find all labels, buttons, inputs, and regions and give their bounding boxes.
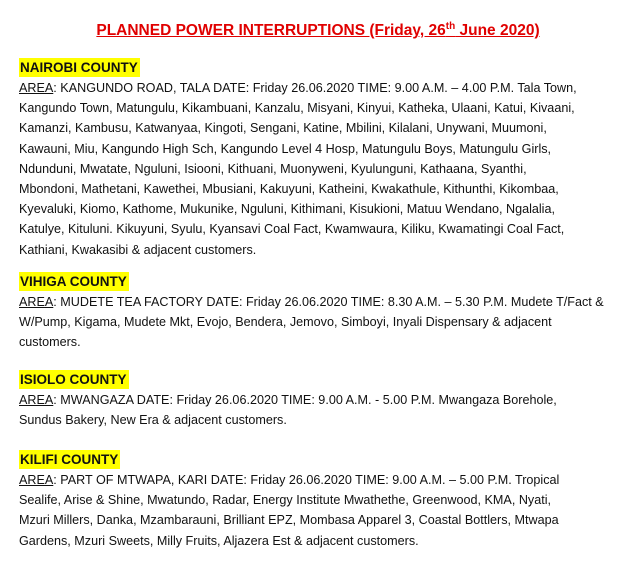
section-body — [19, 470, 629, 551]
area-line-text: : MUDETE TEA FACTORY DATE: Friday 26.06.2020 TIME: 8.30 A.M. – 5.30 P.M. Mudete T/Fact & — [53, 295, 604, 309]
body-line: Katulye, Kituluni. Kikuyuni, Syulu, Kyansavi Coal Fact, Kwamwaura, Kiliku, Kwamatingi Coal Fact, — [19, 222, 565, 237]
page-title — [0, 21, 636, 41]
area-line-text: : PART OF MTWAPA, KARI DATE: Friday 26.06.2020 TIME: 9.00 A.M. – 5.00 P.M. Tropical — [53, 473, 560, 487]
body-line: Kathiani, Kwakasibi & adjacent customers. — [19, 242, 257, 257]
section-body — [19, 390, 629, 430]
body-line — [19, 292, 629, 312]
county-heading: ISIOLO COUNTY — [20, 372, 127, 387]
body-line: Ndunduni, Mwatate, Nguluni, Isiooni, Kithuani, Muonyweni, Kyulunguni, Kathaana, Syanthi, — [19, 161, 527, 176]
body-line: Kyevaluki, Kiomo, Kathome, Mukunike, Nguluni, Kithimani, Kisukioni, Matuu Wendano, Ngalalia, — [19, 202, 555, 217]
area-line-text: : KANGUNDO ROAD, TALA DATE: Friday 26.06.2020 TIME: 9.00 A.M. – 4.00 P.M. Tala Town, — [53, 81, 577, 95]
body-line: Kamanzi, Kambusu, Katwanyaa, Kingoti, Sengani, Katine, Mbilini, Kilalani, Unywani, Muumoni, — [19, 121, 547, 136]
area-line-text: : MWANGAZA DATE: Friday 26.06.2020 TIME: 9.00 A.M. - 5.00 P.M. Mwangaza Borehole, — [53, 393, 557, 407]
section-body — [19, 78, 629, 260]
body-line: Mbondoni, Mathetani, Kawethei, Mbusiani, Kakuyuni, Katheini, Kwakathule, Kithunthi, Kikombaa, — [19, 182, 559, 197]
body-line: customers. — [19, 335, 81, 350]
body-line: Sundus Bakery, New Era & adjacent customers. — [19, 413, 287, 428]
section-vihiga — [19, 272, 629, 353]
area-label: AREA — [19, 81, 54, 95]
title-superscript: th — [445, 21, 456, 32]
body-line: W/Pump, Kigama, Mudete Mkt, Evojo, Bendera, Jemovo, Simboyi, Inyali Dispensary & adjacent — [19, 315, 552, 330]
body-line: Sealife, Arise & Shine, Mwatundo, Radar, Energy Institute Mwathethe, Greenwood, KMA, Nyati, — [19, 493, 552, 508]
county-heading: KILIFI COUNTY — [20, 452, 119, 467]
body-line: Mzuri Millers, Danka, Mzambarauni, Brilliant EPZ, Mombasa Apparel 3, Coastal Bottlers, Mtwapa — [19, 513, 559, 528]
area-label: AREA — [19, 473, 54, 487]
area-label: AREA — [19, 295, 54, 309]
county-heading: NAIROBI COUNTY — [20, 60, 138, 75]
body-line: Kangundo Town, Matungulu, Kikambuani, Kanzalu, Misyani, Kinyui, Katheka, Ulaani, Katui, Kivaani, — [19, 101, 575, 116]
section-nairobi — [19, 58, 629, 260]
section-isiolo — [19, 370, 629, 430]
body-line — [19, 78, 629, 98]
section-kilifi — [19, 450, 629, 551]
title-prefix: PLANNED POWER INTERRUPTIONS (Friday, 26 — [96, 22, 446, 39]
section-body — [19, 292, 629, 353]
body-line: Kawauni, Miu, Kangundo High Sch, Kangundo Level 4 Hosp, Matungulu Boys, Matungulu Girls, — [19, 141, 552, 156]
body-line — [19, 470, 629, 490]
body-line: Gardens, Mzuri Sweets, Milly Fruits, Aljazera Est & adjacent customers. — [19, 533, 419, 548]
area-label: AREA — [19, 393, 54, 407]
title-suffix: June 2020) — [455, 22, 540, 39]
county-heading: VIHIGA COUNTY — [20, 274, 127, 289]
body-line — [19, 390, 629, 410]
